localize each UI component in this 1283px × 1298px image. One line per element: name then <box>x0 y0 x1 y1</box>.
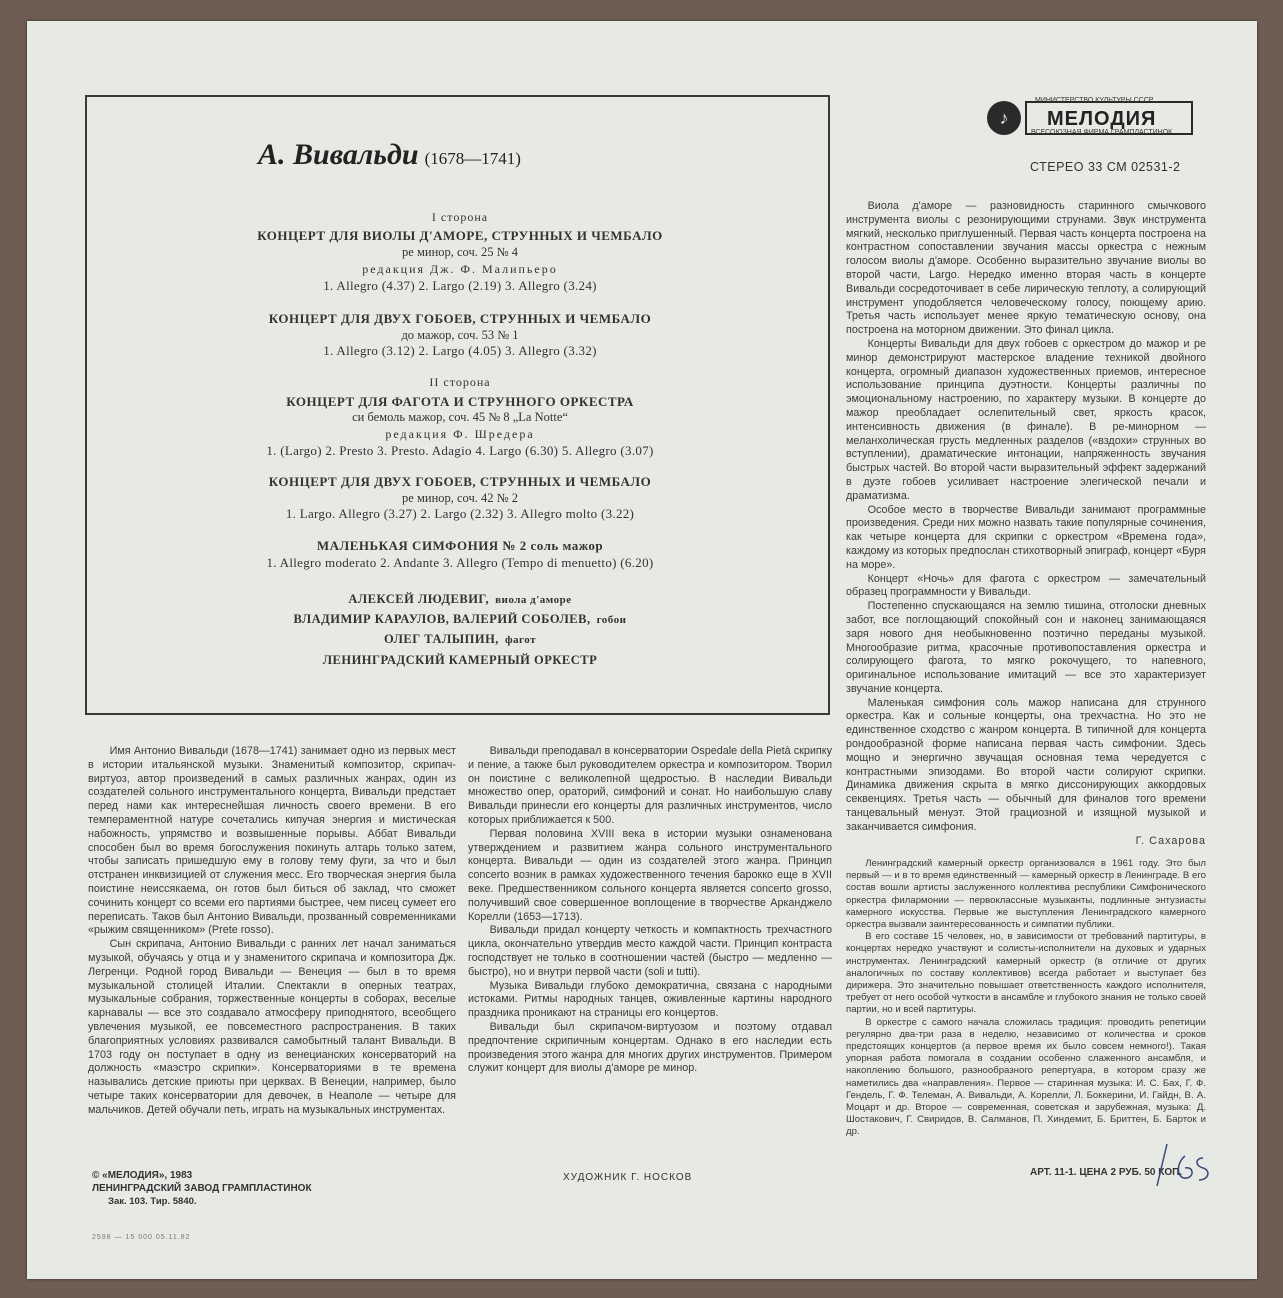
performer <box>200 592 720 607</box>
track-ed: редакция Ф. Шредера <box>385 427 535 441</box>
track-key: до мажор, соч. 53 № 1 <box>401 328 519 342</box>
footer-fineprint: 2598 — 15 000 05.11.82 <box>92 1234 191 1241</box>
handwritten-price-mark-icon <box>1145 1136 1225 1194</box>
performer-name: АЛЕКСЕЙ ЛЮДЕВИГ, <box>348 592 490 606</box>
performer-name: ЛЕНИНГРАДСКИЙ КАМЕРНЫЙ ОРКЕСТР <box>322 653 598 667</box>
paragraph: Музыка Вивальди глубоко демократична, связана с народными истоками. Ритмы народных танцев, оживленные картины народного праздника проникают на страницы его концертов. <box>468 979 832 1020</box>
performer-instrument: гобои <box>596 614 627 626</box>
performer <box>200 612 720 627</box>
footer-order: Зак. 103. Тир. 5840. <box>108 1196 197 1207</box>
catalog-number: СТЕРЕО 33 СМ 02531-2 <box>1030 160 1181 174</box>
paragraph: Ленинградский камерный оркестр организовался в 1961 году. Это был первый — и в то время единственный — камерный оркестр в Ленинграде. В его состав вошли артисты заслуженного коллектива республики Симфонического оркестра филармонии — первоклассные музыканты, подлинные энтузиасты камерного искусства. Первые же выступления Ленинградского камерного оркестра вызвали заинтересованность и симпатии публики. <box>846 858 1206 931</box>
track-mv: 1. Allegro (3.12) 2. Largo (4.05) 3. Allegro (3.32) <box>323 343 597 358</box>
footer-plant: ЛЕНИНГРАДСКИЙ ЗАВОД ГРАМПЛАСТИНОК <box>92 1183 312 1194</box>
paragraph: Концерты Вивальди для двух гобоев с оркестром до мажор и ре минор демонстрируют мастерское владение техникой двойного концерта, огромный диапазон художественных приемов, интересное использование принципа дуэтности. Концерты различны по эмоциональному настроению, по характеру музыки. В концерте до мажор преобладает ослепительный свет, яркость красок, интенсивность движения (в финале). В ре-минорном — меланхолическая грусть медленных разделов («вздохи» струнных во вступлении), драматические интонации, напряженность звучания быстрых частей. Во второй части выразительный эффект задержаний в дуэте гобоев усиливает настроение элегической печали и драматизма. <box>846 337 1206 502</box>
paragraph: Вивальди преподавал в консерватории Ospedale della Pietà скрипку и пение, а также был руководителем оркестра и композитором. Творил он поистине с великолепной щедростью. В наследии Вивальди множество опер, ораторий, симфоний и сонат. Но наибольшую славу Вивальди принесли его концерты для различных инструментов, число которых приближается к 500. <box>468 745 832 826</box>
footer-artist: ХУДОЖНИК Г. НОСКОВ <box>563 1172 693 1183</box>
performer <box>200 632 720 647</box>
paragraph: В оркестре с самого начала сложилась традиция: проводить репетиции регулярно два-три раза в неделю, независимо от количества и сроков предстоящих концертов (а первое время их было совсем немного!). Такая упорная работа помогала в создании особенно слаженного ансамбля, и накоплению большого, разнообразного репертуара, в котором сразу же наметились два «направления». Первое — старинная музыка: И. С. Бах, Г. Ф. Гендель, Г. Ф. Телеман, А. Вивальди, А. Корелли, Л. Боккерини, И. Гайдн, В. А. Моцарт и др. Второе — современная, советская и зарубежная, музыка: Д. Шостакович, Г. Свиридов, В. Салманов, П. Хиндемит, Б. Бриттен, Б. Барток и др. <box>846 1016 1206 1138</box>
orchestra-notes <box>846 858 1206 1139</box>
logo-ministry: МИНИСТЕРСТВО КУЛЬТУРЫ СССР <box>1035 97 1154 104</box>
track-mv: 1. (Largo) 2. Presto 3. Presto. Adagio 4. Largo (6.30) 5. Allegro (3.07) <box>266 443 654 458</box>
track-ed: редакция Дж. Ф. Малипьеро <box>362 262 558 276</box>
composer-title <box>258 138 521 172</box>
performer <box>200 653 720 668</box>
footer-copyright: © «МЕЛОДИЯ», 1983 <box>92 1170 193 1181</box>
melodiya-logo <box>987 97 1205 139</box>
notes-author: Г. Сахарова <box>1135 834 1206 847</box>
performer-name: ОЛЕГ ТАЛЫПИН, <box>383 632 499 646</box>
notes-column-middle <box>468 745 832 1076</box>
paragraph: Виола д'аморе — разновидность старинного смычкового инструмента виолы с резонирующими струнами. Звук инструмента мягкий, несколько приглушенный. Первая часть концерта построена на контрастном сопоставлении звучания массы оркестра с нежным голосом виолы д'аморе. Особенно выразительно звучание виолы во второй части, Largo. Нередко именно вторая часть в концерте Вивальди сосредоточивает в себе лирическую теплоту, а солирующий инструмент уподобляется человеческому голосу, поющему арию. Третья часть использует менее яркую тематическую основу, она построена на моторном движении. Это финал цикла. <box>846 200 1206 337</box>
track-key: ре минор, соч. 25 № 4 <box>402 245 518 259</box>
track-work: КОНЦЕРТ ДЛЯ ВИОЛЫ Д'АМОРЕ, СТРУННЫХ И ЧЕМБАЛО <box>257 228 663 243</box>
track-side: II сторона <box>429 375 491 389</box>
track-key: си бемоль мажор, соч. 45 № 8 „La Notte“ <box>352 410 568 424</box>
performer-instrument: виола д'аморе <box>495 594 572 606</box>
track-work: КОНЦЕРТ ДЛЯ ФАГОТА И СТРУННОГО ОРКЕСТРА <box>286 394 634 409</box>
track-work: КОНЦЕРТ ДЛЯ ДВУХ ГОБОЕВ, СТРУННЫХ И ЧЕМБАЛО <box>268 474 652 489</box>
paragraph: Концерт «Ночь» для фагота с оркестром — замечательный образец программности у Вивальди. <box>846 572 1206 599</box>
performer-name: ВЛАДИМИР КАРАУЛОВ, ВАЛЕРИЙ СОБОЛЕВ, <box>293 612 591 626</box>
paragraph: Имя Антонио Вивальди (1678—1741) занимает одно из первых мест в истории итальянской музыки. Знаменитый композитор, скрипач-виртуоз, автор произведений в самых различных жанрах, один из создателей сольного инструментального концерта, Вивальди предстает перед нами как интереснейшая личность своего времени. В его темпераментной натуре сочетались кипучая энергия и мистическая набожность, упрямство и возвышенные порывы. Аббат Вивальди способен был во время богослужения покинуть алтарь только затем, чтобы записать пришедшую ему в голову тему фуги, за что и был отстранен инквизицией от служения месс. Его творческая энергия была поистине неиссякаема, он готов был биться об заклад, что сможет сочинить концерт со всеми его партиями быстрее, чем писец сумеет его переписать. Таков был Антонио Вивальди, прозванный современниками «рыжим священником» (Prete rosso). <box>88 745 456 937</box>
track-key: ре минор, соч. 42 № 2 <box>402 491 518 505</box>
paragraph: Постепенно спускающаяся на землю тишина, отголоски дневных забот, все поглощающий спокойный сон и наконец занимающаяся заря нового дня необыкновенно поэтично переданы музыкой. Многообразие ритма, красочные противопоставления оркестра и солирующего фагота, то мягко рокочущего, то напевного, оригинальное использование имитаций — все это характеризует звучание концерта. <box>846 600 1206 695</box>
paragraph: Особое место в творчестве Вивальди занимают программные произведения. Среди них можно назвать такие популярные сочинения, как четыре концерта для скрипки с оркестром «Времена года», каждому из которых предпослан стихотворный эпиграф, концерт «Буря на море». <box>846 503 1206 571</box>
paragraph: Вивальди был скрипачом-виртуозом и поэтому отдавал предпочтение скрипичным концертам. Однако в его наследии есть произведения этого жанра для многих других инструментов. Примером служит концерт для виолы д'аморе ре минор. <box>468 1020 832 1075</box>
paragraph: Вивальди придал концерту четкость и компактность трехчастного цикла, окончательно утвердив место каждой части. Принцип контраста господствует не только в соотношении частей (быстро — медленно — быстро), но и внутри первой части (soli и tutti). <box>468 924 832 978</box>
paragraph: Маленькая симфония соль мажор написана для струнного оркестра. Как и сольные концерты, она трехчастна. Но это не единственное сходство с жанром концерта. В типичной для концерта рондообразной форме написана первая часть симфонии. Здесь мощно и энергично звучащая основная тема чередуется с контрастными эпизодами. Во второй части солируют скрипки. Динамика движения скрыта в мягко диссонирующих аккордовых секвенциях. Третья часть — обычный для финалов того времени танцевальный менуэт. Этой грациозной и изящной музыкой и заканчивается симфония. <box>846 696 1206 833</box>
composer-name: А. Вивальди <box>258 138 419 171</box>
track-mv: 1. Largo. Allegro (3.27) 2. Largo (2.32) 3. Allegro molto (3.22) <box>285 506 635 521</box>
track-side: I сторона <box>431 210 489 224</box>
melodiya-emblem-icon: ♪ <box>987 101 1021 135</box>
composer-years: (1678—1741) <box>424 149 521 168</box>
performer-instrument: фагот <box>504 634 537 646</box>
paragraph: Первая половина XVIII века в истории музыки ознаменована утверждением и развитием жанра сольного инструментального концерта. Вивальди — один из создателей этого жанра. Принцип concerto возник в рамках художественного течения барокко еще в XVII веке. Предшественником сольного концерта является concerto grosso, получивший свое совершенное воплощение в творчестве Арканджело Корелли (1653—1713). <box>468 827 832 923</box>
notes-column-left <box>88 745 456 1118</box>
notes-column-right <box>846 200 1206 848</box>
logo-name: МЕЛОДИЯ <box>1047 108 1157 130</box>
track-work: МАЛЕНЬКАЯ СИМФОНИЯ № 2 соль мажор <box>316 538 604 553</box>
paragraph: Сын скрипача, Антонио Вивальди с ранних лет начал заниматься музыкой, обучаясь у отца и у знаменитого скрипача и композитора Дж. Легренци. Родной город Вивальди — Венеция — был в то время музыкальной столицей Италии. Спектакли в оперных театрах, музыкальные собрания, торжественные концерты в соборах, веселые карнавалы — все это создавало атмосферу приподнятого, всеобщего увлечения музыкой, ее повсеместного распространения. В таких благоприятных условиях развивался самобытный талант Вивальди. В 1703 году он поступает в одну из венецианских консерваторий на должность «маэстро скрипки». Консерваториями в те времена назывались детские приюты при церквах. В Венеции, например, было четыре таких консерватории для девочек, в Неаполе — четыре для мальчиков. Детей обучали петь, играть на музыкальных инструментах. <box>88 938 456 1116</box>
track-work: КОНЦЕРТ ДЛЯ ДВУХ ГОБОЕВ, СТРУННЫХ И ЧЕМБАЛО <box>268 311 652 326</box>
paragraph: В его составе 15 человек, но, в зависимости от требований партитуры, в концертах нередко участвуют и солисты-исполнители на духовых и ударных инструментах. Ленинградский камерный оркестр (в отличие от других аналогичных по составу коллективов) всегда работает и выступает без дирижера. Это значительно повышает ответственность каждого исполнителя, требует от него особой чуткости в ансамбле и глубокого знания не только своей партии, но и всей партитуры. <box>846 931 1206 1016</box>
logo-firm: ВСЕСОЮЗНАЯ ФИРМА ГРАМПЛАСТИНОК <box>1031 129 1173 136</box>
footer-price: АРТ. 11-1. ЦЕНА 2 РУБ. 50 КОП. <box>1030 1167 1183 1178</box>
track-mv: 1. Allegro (4.37) 2. Largo (2.19) 3. Allegro (3.24) <box>323 278 597 293</box>
track-mv: 1. Allegro moderato 2. Andante 3. Allegro (Tempo di menuetto) (6.20) <box>266 555 654 570</box>
